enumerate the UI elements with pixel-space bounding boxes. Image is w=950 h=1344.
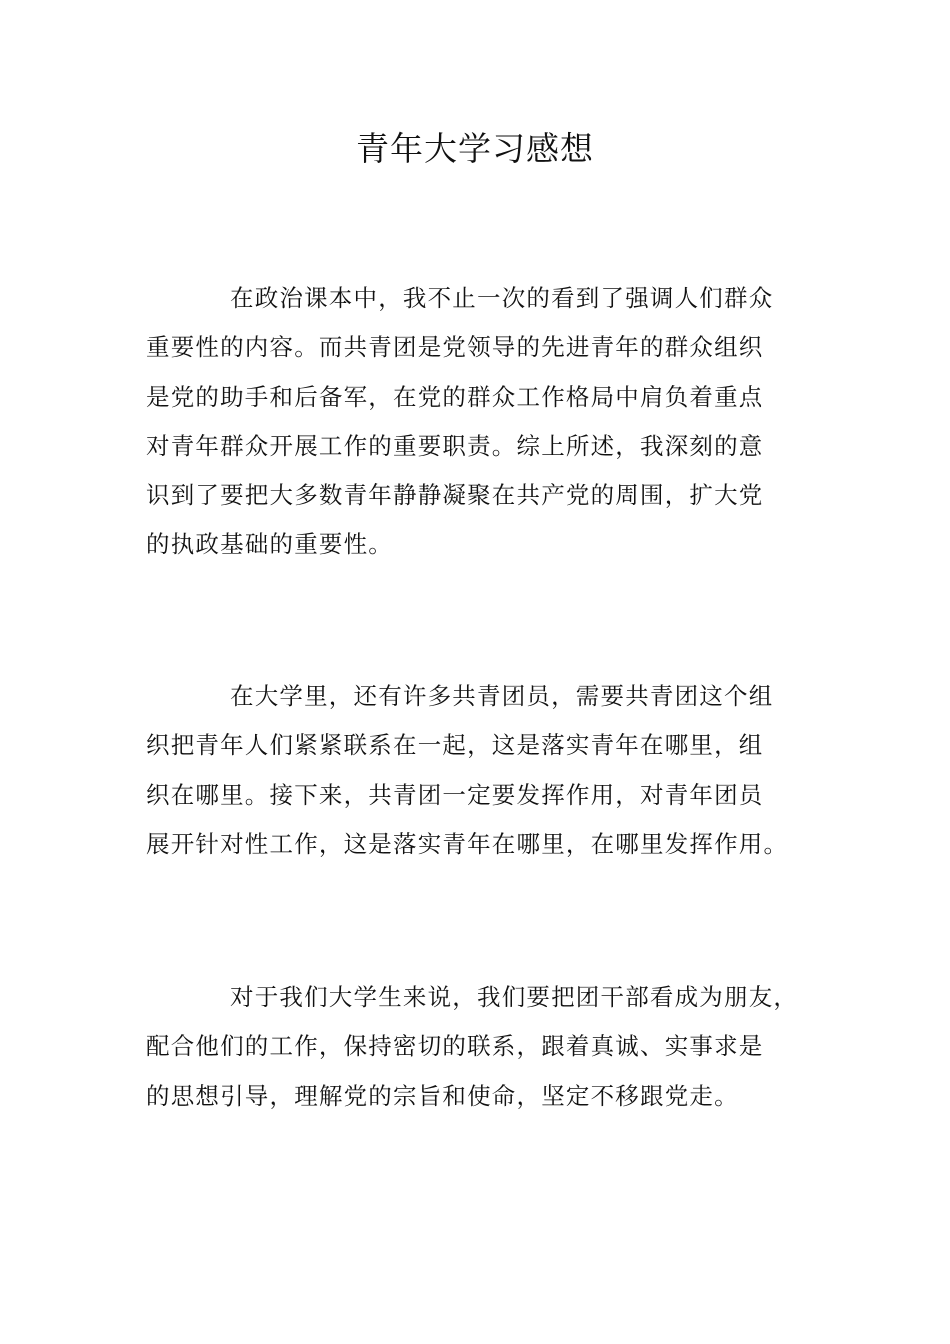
paragraph-1 <box>146 274 836 570</box>
paragraph-line: 对于我们大学生来说，我们要把团干部看成为朋友， <box>230 983 799 1011</box>
paragraph-line: 在大学里，还有许多共青团员，需要共青团这个组 <box>230 682 774 710</box>
paragraph-line: 配合他们的工作，保持密切的联系，跟着真诚、实事求是 <box>146 1032 764 1061</box>
paragraph-line: 识到了要把大多数青年静静凝聚在共产党的周围，扩大党 <box>146 481 764 510</box>
paragraph-3 <box>146 973 836 1121</box>
paragraph-line: 对青年群众开展工作的重要职责。综上所述，我深刻的意 <box>146 431 764 460</box>
paragraph-line: 展开针对性工作，这是落实青年在哪里，在哪里发挥作用。 <box>146 829 789 858</box>
paragraph-line: 在政治课本中，我不止一次的看到了强调人们群众 <box>230 284 774 312</box>
paragraph-line: 织把青年人们紧紧联系在一起，这是落实青年在哪里，组 <box>146 731 764 760</box>
document-title: 青年大学习感想 <box>356 129 594 168</box>
paragraph-line: 重要性的内容。而共青团是党领导的先进青年的群众组织 <box>146 333 764 362</box>
paragraph-line: 织在哪里。接下来，共青团一定要发挥作用，对青年团员 <box>146 780 764 809</box>
paragraph-line: 的思想引导，理解党的宗旨和使命，坚定不移跟党走。 <box>146 1081 739 1110</box>
paragraph-2 <box>146 672 836 869</box>
paragraph-line: 的执政基础的重要性。 <box>146 530 393 559</box>
paragraph-line: 是党的助手和后备军，在党的群众工作格局中肩负着重点 <box>146 382 764 411</box>
